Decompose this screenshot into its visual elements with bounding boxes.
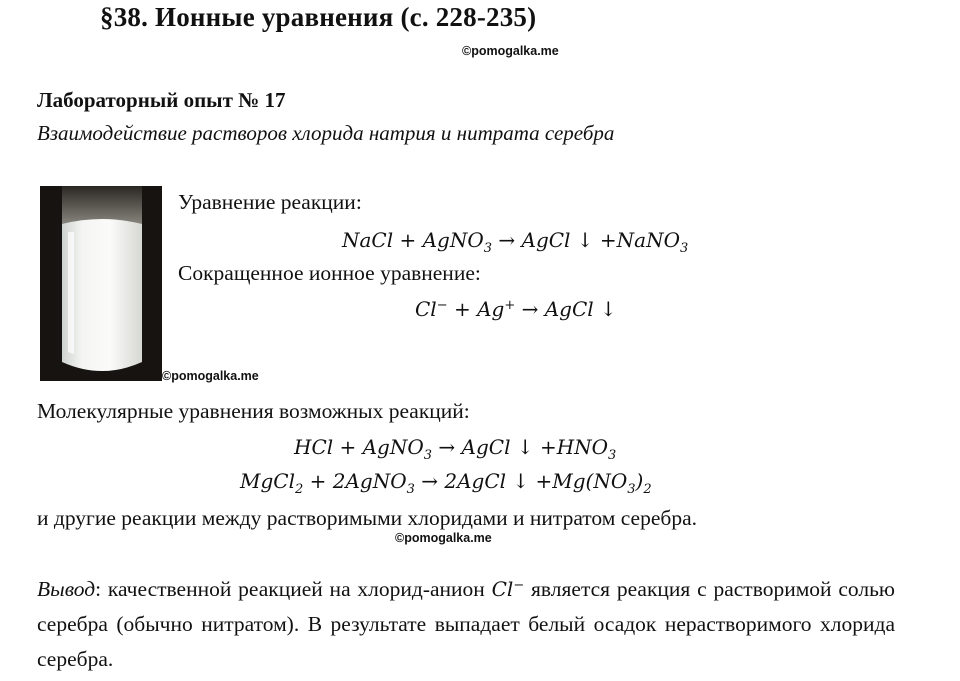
test-tube-photo — [40, 186, 162, 381]
molecular-label: Молекулярные уравнения возможных реакций: — [37, 399, 470, 423]
page-title: §38. Ионные уравнения (с. 228-235) — [100, 2, 537, 32]
lab-heading: Лабораторный опыт № 17 — [37, 88, 286, 112]
image-watermark: ©pomogalka.me — [162, 369, 259, 383]
conclusion-label: Вывод — [37, 577, 96, 601]
chloride-anion: Cl− — [491, 577, 525, 601]
lab-subtitle: Взаимодействие растворов хлорида натрия и нитрата серебра — [37, 121, 615, 145]
ionic-label: Сокращенное ионное уравнение: — [178, 261, 481, 285]
conclusion-paragraph: Вывод: качественной реакцией на хлорид-анион Cl− является реакция с растворимой солью серебра (обычно нитратом). В результате выпадает белый осадок нерастворимого хлорида серебра. — [37, 577, 895, 671]
molecular-equation-1: HCl + AgNO$_3$ → AgCl ↓ $+HNO_3$ — [294, 435, 617, 463]
molecular-equation-2: MgCl$_2$ + 2AgNO$_3$ → 2AgCl ↓ $+Mg(NO_3)_2$ — [240, 469, 652, 497]
watermark: ©pomogalka.me — [462, 44, 559, 58]
reaction-equation: NaCl + AgNO$_3$ → AgCl ↓ +NaNO$_3$ — [342, 228, 689, 256]
ionic-equation: Cl− + Ag+ → AgCl ↓ — [415, 297, 617, 321]
test-tube-image — [40, 186, 162, 381]
watermark-2: ©pomogalka.me — [395, 531, 492, 545]
equation-label: Уравнение реакции: — [178, 190, 362, 214]
molecular-footer: и другие реакции между растворимыми хлоридами и нитратом серебра. — [37, 506, 697, 530]
